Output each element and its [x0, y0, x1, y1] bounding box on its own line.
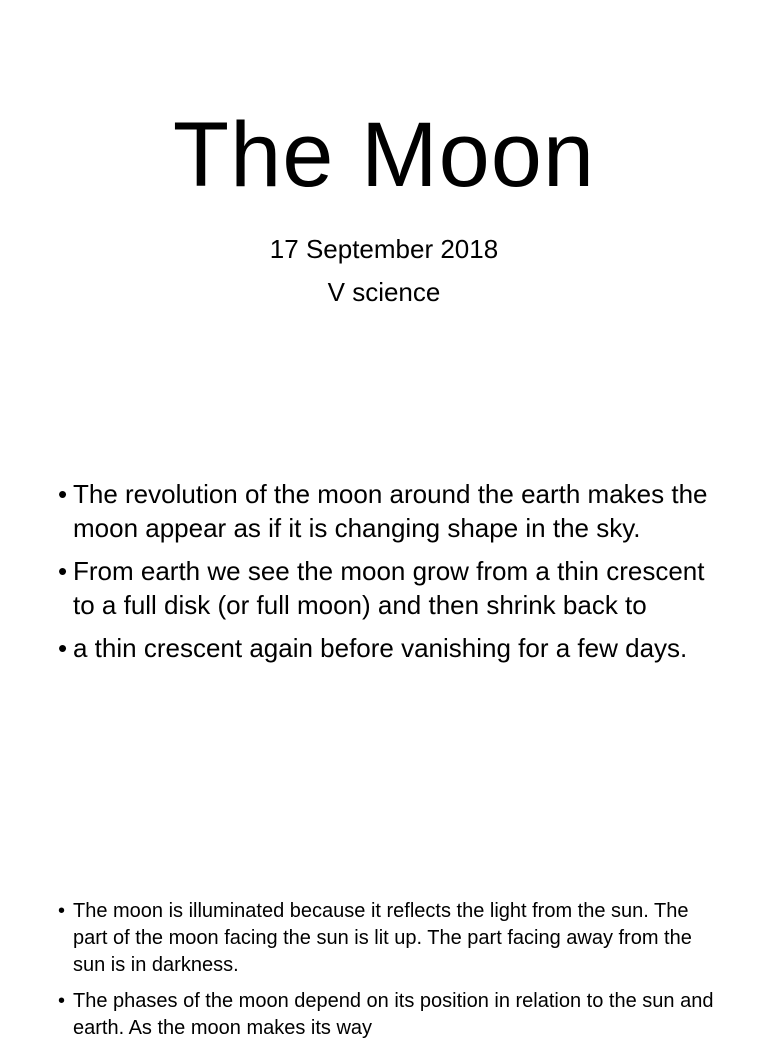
bullet-item — [58, 631, 728, 665]
course-text: V science — [327, 277, 441, 307]
secondary-bullet-list — [58, 898, 728, 1051]
bullet-item — [58, 477, 728, 545]
bullet-item — [58, 898, 728, 979]
bullet-marker: • — [58, 556, 68, 586]
main-bullet-list — [58, 477, 728, 674]
bullet-text: The moon is illuminated because it reflects the light from the sun. The part of the moon facing the sun is lit up. The part facing away from the sun is in darkness. — [73, 900, 692, 976]
date-text: 17 September 2018 — [269, 234, 499, 264]
bullet-marker: • — [58, 479, 68, 509]
bullet-text: a thin crescent again before vanishing for a few days. — [73, 633, 688, 663]
subtitle-block — [0, 228, 768, 314]
page-title: The Moon — [172, 104, 596, 206]
bullet-text: The revolution of the moon around the earth makes the moon appear as if it is changing shape in the sky. — [73, 479, 708, 543]
bullet-text: From earth we see the moon grow from a thin crescent to a full disk (or full moon) and then shrink back to — [73, 556, 705, 620]
bullet-marker: • — [58, 633, 68, 663]
bullet-marker: • — [58, 900, 66, 922]
bullet-item — [58, 554, 728, 622]
bullet-text: The phases of the moon depend on its position in relation to the sun and earth. As the moon makes its way — [73, 990, 714, 1039]
bullet-item — [58, 988, 728, 1042]
bullet-marker: • — [58, 990, 66, 1012]
